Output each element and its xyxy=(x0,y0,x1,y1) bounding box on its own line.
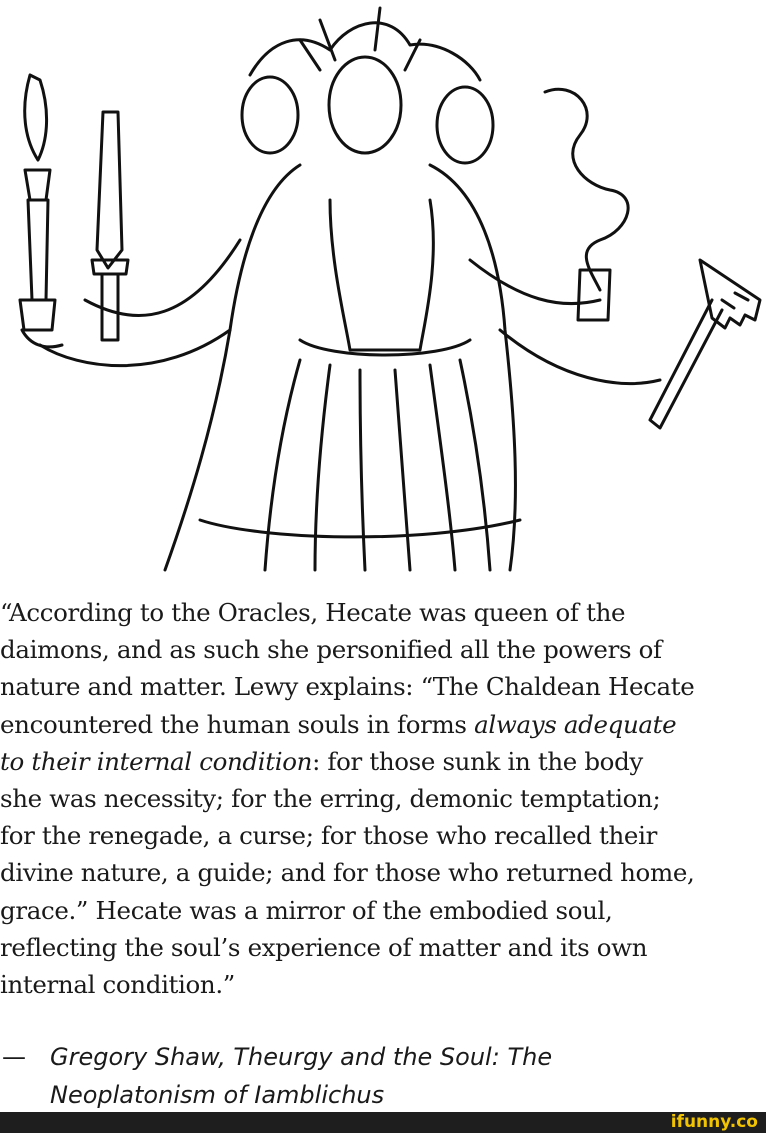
quote-line: internal condition.” xyxy=(0,970,235,1000)
quote-attribution xyxy=(0,1038,766,1114)
attribution-line: Neoplatonism of Iamblichus xyxy=(50,1081,385,1109)
quote-line: for the renegade, a curse; for those who recalled their xyxy=(0,821,657,851)
quote-line: “According to the Oracles, Hecate was queen of the xyxy=(0,598,626,627)
quote-line: reflecting the soul’s experience of matter and its own xyxy=(0,932,648,962)
torch-icon xyxy=(20,75,62,347)
faces-icon xyxy=(242,8,493,163)
quote-line: grace.” Hecate was a mirror of the embodied soul, xyxy=(0,895,613,925)
em-dash: — xyxy=(2,1043,26,1071)
quote-line: divine nature, a guide; and for those who returned home, xyxy=(0,858,695,888)
quote-line xyxy=(0,743,762,780)
quote-line: she was necessity; for the erring, demonic temptation; xyxy=(0,784,661,814)
quote-text xyxy=(0,594,762,1003)
quote-emphasis: always adequate xyxy=(474,709,677,739)
robe-icon xyxy=(165,165,520,570)
attribution-line: Gregory Shaw, Theurgy and the Soul: The xyxy=(50,1043,553,1071)
quote-emphasis: to their internal condition xyxy=(0,746,313,776)
ifunny-watermark: ifunny.co xyxy=(670,1112,758,1132)
quote-line: nature and matter. Lewy explains: “The Chaldean Hecate xyxy=(0,672,695,702)
quote-segment: encountered the human souls in forms xyxy=(0,709,475,739)
key-icon xyxy=(650,260,760,428)
quote-segment: : for those sunk in the body xyxy=(312,746,643,776)
watermark-bar xyxy=(0,1112,766,1133)
quote-line: daimons, and as such she personified all the powers of xyxy=(0,635,662,665)
serpent-icon xyxy=(545,89,628,320)
quote-line xyxy=(0,706,762,743)
